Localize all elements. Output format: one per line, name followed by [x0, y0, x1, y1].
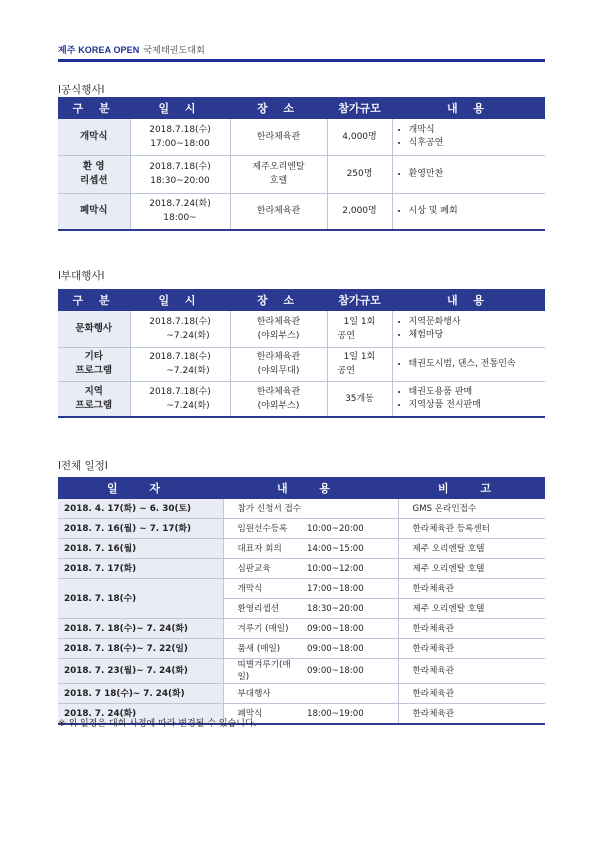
- schedule-date: 2018. 7. 18(수)~ 7. 22(일): [58, 639, 223, 659]
- schedule-note: 한라체육관 등록센터: [398, 519, 545, 539]
- row-datetime: [130, 311, 230, 347]
- schedule-content: 대표자 회의: [223, 539, 303, 559]
- content-item: • 지역문화행사: [409, 316, 544, 329]
- row-category: 개막식: [58, 119, 130, 155]
- size-line: 공연: [337, 366, 355, 376]
- table-row: [58, 155, 545, 193]
- table-row: [58, 193, 545, 230]
- brand-title: [58, 43, 205, 56]
- schedule-note: 한라체육관: [398, 659, 545, 684]
- date-line: ~7.24(화): [166, 366, 210, 376]
- row-datetime: [130, 381, 230, 417]
- place-line: (야외부스): [257, 400, 300, 411]
- table-row: [58, 539, 545, 559]
- table-header-row: [58, 477, 545, 499]
- col-content: 내 용: [223, 477, 398, 499]
- col-place: 장 소: [230, 289, 327, 311]
- content-item: • 체험마당: [409, 329, 544, 342]
- schedule-time: 09:00~18:00: [303, 659, 398, 684]
- place-line: 한라체육관: [256, 352, 301, 362]
- schedule-note: GMS 온라인접수: [398, 499, 545, 519]
- place-line: 한라체육관: [256, 316, 301, 327]
- side-events-table: [58, 289, 545, 418]
- row-size: [327, 347, 392, 381]
- date-line: 2018.7.24(화): [149, 199, 211, 210]
- row-content: [392, 119, 545, 155]
- table-header-row: [58, 289, 545, 311]
- table-row: [58, 499, 545, 519]
- size-line: 공연: [337, 330, 355, 341]
- col-size: 참가규모: [327, 289, 392, 311]
- size-line: 1일 1회: [343, 316, 376, 327]
- time-line: 18:00~: [163, 213, 197, 224]
- schedule-date: 2018. 7. 24(화): [58, 704, 223, 725]
- place-line: 제주오리엔탈: [252, 162, 305, 172]
- row-datetime: [130, 193, 230, 230]
- content-item: • 개막식: [409, 124, 544, 137]
- category-line: 환 영: [82, 161, 105, 172]
- schedule-note: 한라체육관: [398, 579, 545, 599]
- schedule-date: 2018. 7. 17(화): [58, 559, 223, 579]
- col-size: 참가규모: [327, 97, 392, 119]
- place-line: (야외부스): [257, 330, 300, 341]
- schedule-note: 한라체육관: [398, 619, 545, 639]
- schedule-time: 10:00~12:00: [303, 559, 398, 579]
- row-datetime: [130, 119, 230, 155]
- date-line: ~7.24(화): [166, 330, 210, 341]
- schedule-date: 2018. 7. 18(수)~ 7. 24(화): [58, 619, 223, 639]
- schedule-time: 10:00~20:00: [303, 519, 398, 539]
- date-line: 2018.7.18(수): [149, 124, 211, 135]
- content-item: • 태권도시범, 댄스, 전통민속: [409, 358, 544, 371]
- schedule-time: 09:00~18:00: [303, 639, 398, 659]
- category-line: 리셉션: [79, 175, 108, 186]
- category-line: 프로그램: [75, 365, 113, 376]
- row-datetime: [130, 347, 230, 381]
- row-content: [392, 193, 545, 230]
- schedule-date: 2018. 7. 16(월) ~ 7. 17(화): [58, 519, 223, 539]
- schedule-content: 겨루기 (매일): [223, 619, 303, 639]
- schedule-content: 심판교육: [223, 559, 303, 579]
- row-size: 250명: [327, 155, 392, 193]
- row-size: [327, 311, 392, 347]
- content-item: • 식후공연: [409, 137, 544, 150]
- schedule-date: 2018. 7 18(수)~ 7. 24(화): [58, 684, 223, 704]
- schedule-date: 2018. 7. 16(월): [58, 539, 223, 559]
- col-place: 장 소: [230, 97, 327, 119]
- row-category: 문화행사: [58, 311, 130, 347]
- content-item: • 지역상품 전시판매: [409, 399, 544, 412]
- place-line: (야외무대): [257, 366, 300, 376]
- schedule-content: 개막식: [223, 579, 303, 599]
- time-line: 18:30~20:00: [150, 176, 210, 186]
- date-line: 2018.7.18(수): [149, 316, 211, 327]
- official-events-title: l공식행사l: [58, 84, 105, 96]
- date-line: 2018.7.18(수): [149, 162, 211, 172]
- row-category: [58, 155, 130, 193]
- size-line: 1일 1회: [343, 352, 376, 362]
- col-date: 일 자: [58, 477, 223, 499]
- schedule-content: 임원선수등록: [223, 519, 303, 539]
- row-category: [58, 347, 130, 381]
- brand-subtitle: 국제태권도대회: [143, 45, 205, 55]
- date-line: ~7.24(화): [166, 400, 210, 411]
- row-place: [230, 347, 327, 381]
- row-content: [392, 381, 545, 417]
- schedule-content: 부대행사: [223, 684, 398, 704]
- brand-name: 제주 KOREA OPEN: [58, 45, 140, 55]
- col-category: 구 분: [58, 289, 130, 311]
- date-line: 2018.7.18(수): [149, 386, 211, 397]
- schedule-time: 18:30~20:00: [303, 599, 398, 619]
- schedule-table: [58, 477, 545, 725]
- schedule-content: 품새 (매일): [223, 639, 303, 659]
- schedule-time: 09:00~18:00: [303, 619, 398, 639]
- schedule-note: 제주 오리엔탈 호텔: [398, 559, 545, 579]
- schedule-content: 띠별겨루기(매일): [223, 659, 303, 684]
- page-header: [58, 40, 545, 60]
- table-row: [58, 659, 545, 684]
- col-content: 내 용: [392, 97, 545, 119]
- col-datetime: 일 시: [130, 289, 230, 311]
- schedule-note: 한라체육관: [398, 704, 545, 725]
- row-datetime: [130, 155, 230, 193]
- category-line: 지역: [84, 385, 103, 397]
- table-row: [58, 119, 545, 155]
- table-row: [58, 347, 545, 381]
- schedule-date: 2018. 4. 17(화) ~ 6. 30(토): [58, 499, 223, 519]
- row-place: 한라체육관: [230, 193, 327, 230]
- row-content: [392, 311, 545, 347]
- table-row: [58, 639, 545, 659]
- table-row: [58, 519, 545, 539]
- schedule-note: 제주 오리엔탈 호텔: [398, 599, 545, 619]
- schedule-note: 한라체육관: [398, 639, 545, 659]
- table-row: [58, 619, 545, 639]
- col-note: 비 고: [398, 477, 545, 499]
- schedule-content: 폐막식: [223, 704, 303, 725]
- table-header-row: [58, 97, 545, 119]
- schedule-title: l전체 일정l: [58, 460, 108, 472]
- row-size: 2,000명: [327, 193, 392, 230]
- table-row: [58, 311, 545, 347]
- schedule-time: 18:00~19:00: [303, 704, 398, 725]
- content-item: • 환영만찬: [409, 168, 544, 181]
- schedule-date: 2018. 7. 18(수): [58, 579, 223, 619]
- col-datetime: 일 시: [130, 97, 230, 119]
- content-item: • 태권도용품 판매: [409, 386, 544, 399]
- table-row: [58, 684, 545, 704]
- official-events-table: [58, 97, 545, 231]
- side-events-title: l부대행사l: [58, 270, 105, 282]
- row-place: [230, 381, 327, 417]
- category-line: 프로그램: [75, 399, 113, 411]
- table-row: [58, 579, 545, 599]
- schedule-content: 참가 신청서 접수: [223, 499, 398, 519]
- table-row: [58, 559, 545, 579]
- col-category: 구 분: [58, 97, 130, 119]
- row-place: 한라체육관: [230, 119, 327, 155]
- footnote: ※ 위 일정은 대회 사정에 따라 변경될 수 있습니다.: [58, 719, 257, 729]
- schedule-note: 제주 오리엔탈 호텔: [398, 539, 545, 559]
- row-size: 4,000명: [327, 119, 392, 155]
- row-content: [392, 347, 545, 381]
- row-category: [58, 381, 130, 417]
- place-line: 호텔: [269, 176, 288, 186]
- category-line: 기타: [84, 351, 103, 362]
- col-content: 내 용: [392, 289, 545, 311]
- schedule-time: 17:00~18:00: [303, 579, 398, 599]
- schedule-note: 한라체육관: [398, 684, 545, 704]
- place-line: 한라체육관: [256, 386, 301, 397]
- table-row: [58, 381, 545, 417]
- schedule-date: 2018. 7. 23(월)~ 7. 24(화): [58, 659, 223, 684]
- header-rule: [58, 59, 545, 62]
- date-line: 2018.7.18(수): [149, 352, 211, 362]
- row-category: 폐막식: [58, 193, 130, 230]
- row-place: [230, 155, 327, 193]
- time-line: 17:00~18:00: [150, 138, 210, 149]
- content-item: • 시상 및 폐회: [409, 205, 544, 218]
- row-content: [392, 155, 545, 193]
- row-place: [230, 311, 327, 347]
- schedule-content: 환영리셉션: [223, 599, 303, 619]
- row-size: 35개동: [327, 381, 392, 417]
- schedule-time: 14:00~15:00: [303, 539, 398, 559]
